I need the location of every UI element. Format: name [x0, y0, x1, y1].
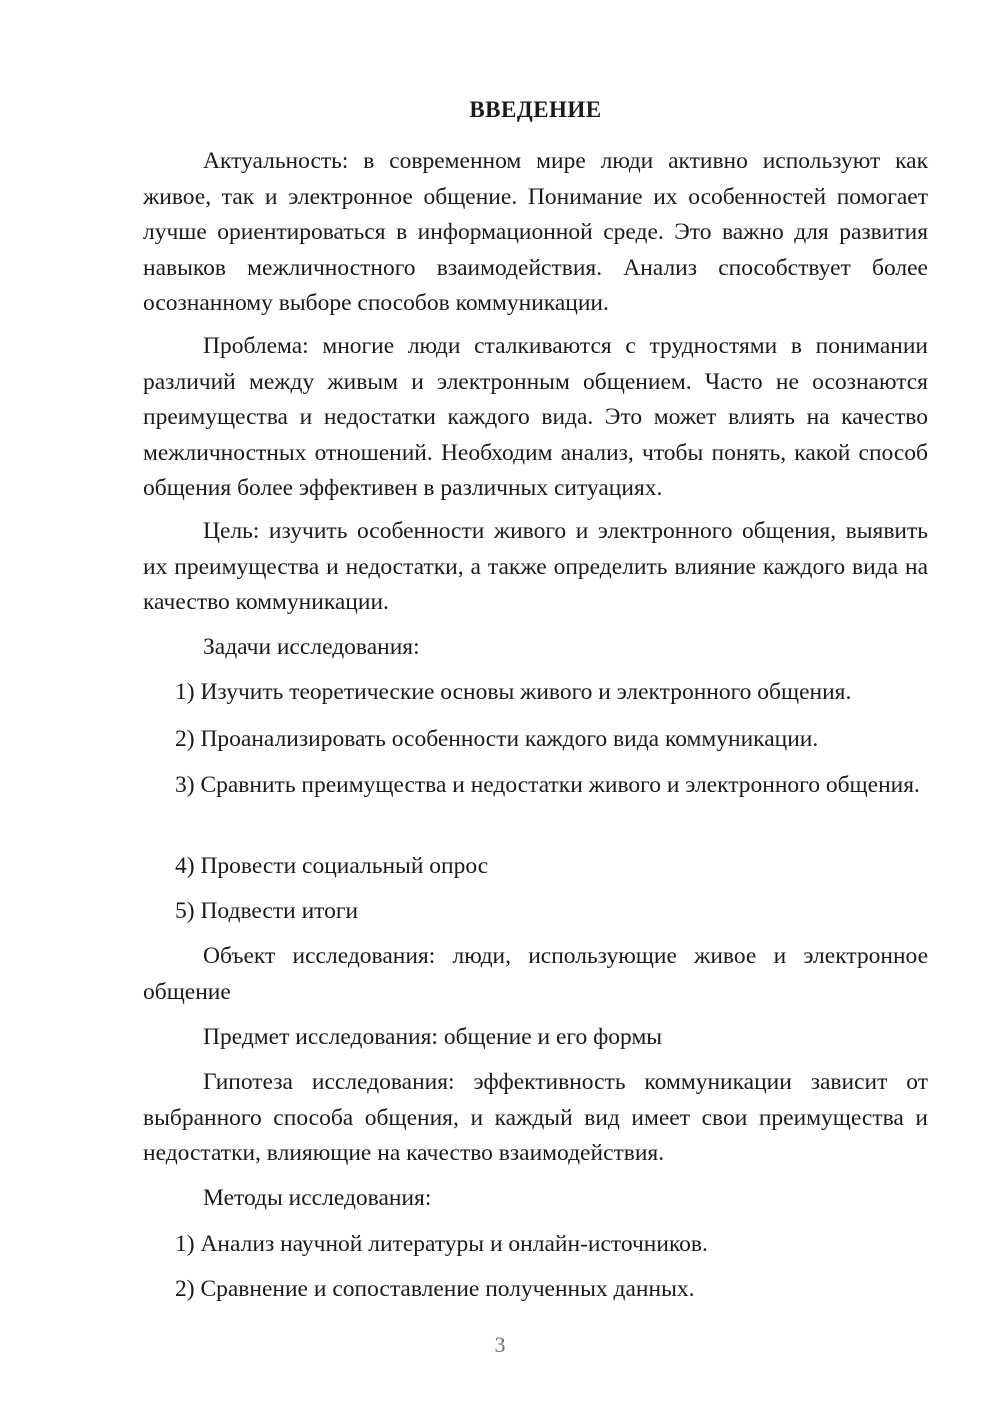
method-item-1: 1) Анализ научной литературы и онлайн-источников.	[175, 1231, 708, 1257]
page-number: 3	[494, 1332, 506, 1357]
task-item-2: 2) Проанализировать особенности каждого вида коммуникации.	[175, 726, 819, 752]
problem-paragraph: Проблема: многие люди сталкиваются с трудностями в понимании различий между живым и электронным общением. Часто не осознаются преимущества и недостатки каждого вида. Это может влиять на качество межличностных отношений. Необходим анализ, чтобы понять, какой способ общения более эффективен в различных ситуациях.	[143, 333, 928, 501]
task-item-1: 1) Изучить теоретические основы живого и электронного общения.	[175, 679, 852, 705]
goal-paragraph: Цель: изучить особенности живого и электронного общения, выявить их преимущества и недостатки, а также определить влияние каждого вида на качество коммуникации.	[143, 518, 928, 615]
section-heading: ВВЕДЕНИЕ	[469, 97, 602, 122]
relevance-paragraph: Актуальность: в современном мире люди активно используют как живое, так и электронное общение. Понимание их особенностей помогает лучше ориентироваться в информационной среде. Это важно для развития навыков межличностного взаимодействия. Анализ способствует более осознанному выборе способов коммуникации.	[143, 148, 928, 316]
tasks-heading: Задачи исследования:	[203, 634, 420, 660]
hypothesis-paragraph: Гипотеза исследования: эффективность коммуникации зависит от выбранного способа общения, и каждый вид имеет свои преимущества и недостатки, влияющие на качество взаимодействия.	[143, 1069, 928, 1166]
task-item-4: 4) Провести социальный опрос	[175, 853, 489, 879]
subject-paragraph: Предмет исследования: общение и его формы	[203, 1024, 663, 1050]
methods-heading: Методы исследования:	[203, 1185, 432, 1211]
method-item-2: 2) Сравнение и сопоставление полученных данных.	[175, 1276, 695, 1302]
object-paragraph: Объект исследования: люди, использующие живое и электронное общение	[143, 943, 928, 1005]
task-item-3: 3) Сравнить преимущества и недостатки живого и электронного общения.	[175, 772, 920, 798]
task-item-5: 5) Подвести итоги	[175, 898, 359, 924]
